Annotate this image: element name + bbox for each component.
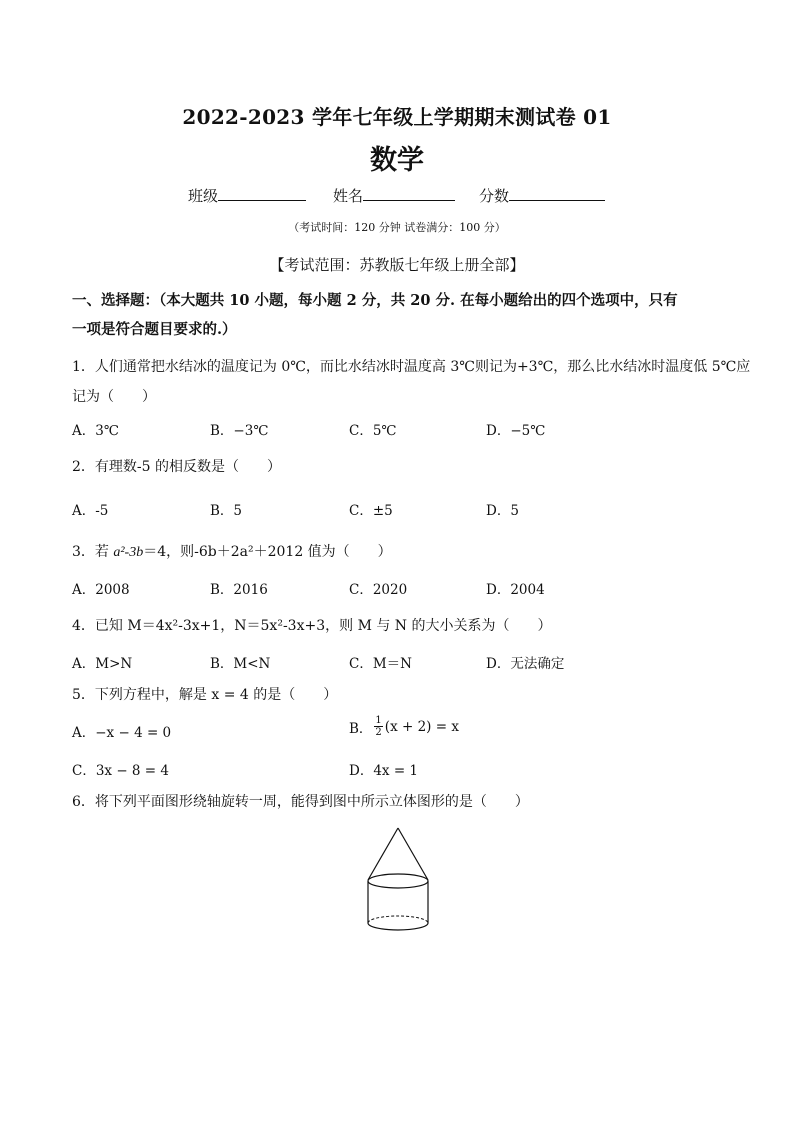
q1-option-a[interactable]: A．3℃	[72, 423, 119, 439]
q5-stem: 5．下列方程中，解是 x = 4 的是（ ）	[72, 687, 338, 703]
q2-option-b[interactable]: B．5	[210, 503, 243, 519]
q2-option-a[interactable]: A．-5	[72, 503, 109, 519]
q5-option-b-letter: B．	[349, 720, 373, 737]
q3-option-a[interactable]: A．2008	[72, 582, 130, 598]
q3-stem	[72, 541, 392, 561]
score-label: 分数	[479, 187, 510, 205]
name-label: 姓名	[333, 187, 364, 205]
exam-title: 2022-2023 学年七年级上学期期末测试卷 01	[182, 105, 612, 129]
name-field	[333, 185, 455, 206]
q3-option-c[interactable]: C．2020	[349, 582, 408, 598]
q4-option-a[interactable]: A．M>N	[72, 656, 133, 672]
score-field	[479, 185, 605, 206]
q2-stem: 2．有理数-5 的相反数是（ ）	[72, 459, 281, 475]
section-heading-line2: 一项是符合题目要求的.）	[72, 321, 237, 338]
q1-stem-line2: 记为（ ）	[72, 389, 156, 405]
name-blank[interactable]	[363, 186, 455, 201]
q3-prefix: 3．若	[72, 544, 114, 560]
q3-suffix: ＝4，则-6b＋2a²＋2012 值为（ ）	[143, 544, 392, 560]
q1-stem-line1: 1．人们通常把水结冰的温度记为 0℃，而比水结冰时温度高 3℃则记为+3℃，那么比水结冰时温度低 5℃应	[72, 359, 751, 375]
fraction-numerator: 1	[375, 715, 382, 726]
q5-option-b-rest: (x + 2) = x	[384, 718, 459, 735]
time-note: （考试时间：120 分钟 试卷满分：100 分）	[288, 221, 506, 234]
cone-cylinder-figure	[355, 825, 445, 935]
q2-option-d[interactable]: D．5	[486, 503, 519, 519]
class-label: 班级	[188, 187, 219, 205]
q3-expression: a²-3b	[113, 545, 144, 560]
q5-option-c[interactable]: C．3x − 8 = 4	[72, 763, 169, 779]
section-heading-line1: 一、选择题：（本大题共 10 小题，每小题 2 分，共 20 分. 在每小题给出的四个选项中，只有	[72, 292, 678, 309]
q5-option-d[interactable]: D．4x = 1	[349, 763, 419, 779]
q1-option-d[interactable]: D．−5℃	[486, 423, 546, 439]
q2-option-c[interactable]: C．±5	[349, 503, 393, 519]
q4-option-b[interactable]: B．M<N	[210, 656, 271, 672]
fraction-denominator: 2	[375, 727, 382, 738]
q5-option-b[interactable]	[349, 715, 459, 738]
q5-fraction	[374, 715, 382, 738]
q1-option-b[interactable]: B．−3℃	[210, 423, 269, 439]
exam-scope: 【考试范围：苏教版七年级上册全部】	[269, 256, 525, 274]
q5-option-a[interactable]: A．−x − 4 = 0	[72, 725, 172, 741]
class-field	[188, 185, 306, 206]
score-blank[interactable]	[509, 186, 605, 201]
class-blank[interactable]	[218, 186, 306, 201]
subject-title: 数学	[370, 145, 424, 176]
q6-stem: 6．将下列平面图形绕轴旋转一周，能得到图中所示立体图形的是（ ）	[72, 794, 529, 810]
q3-option-d[interactable]: D．2004	[486, 582, 545, 598]
q4-stem: 4．已知 M＝4x²-3x+1，N＝5x²-3x+3，则 M 与 N 的大小关系为（ ）	[72, 618, 552, 634]
q4-option-d[interactable]: D．无法确定	[486, 656, 565, 672]
q4-option-c[interactable]: C．M＝N	[349, 656, 412, 672]
q3-option-b[interactable]: B．2016	[210, 582, 268, 598]
q1-option-c[interactable]: C．5℃	[349, 423, 397, 439]
